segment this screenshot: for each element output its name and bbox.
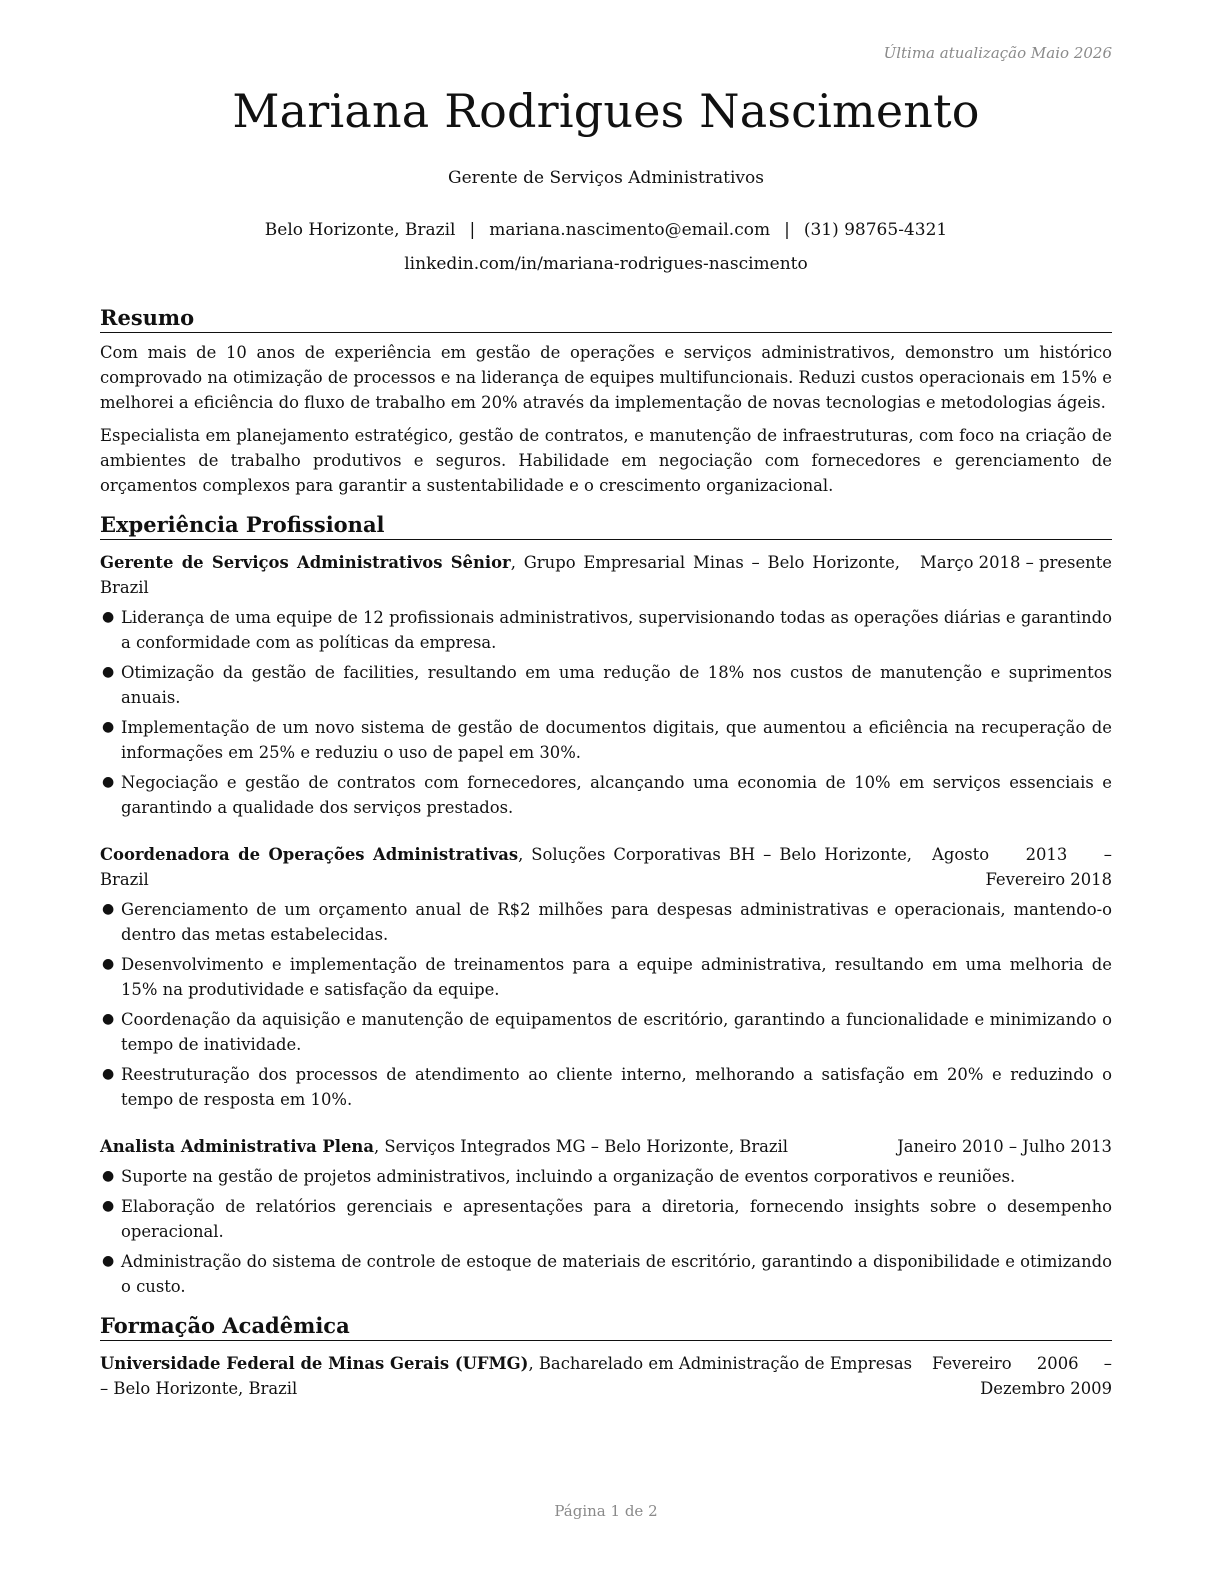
job-entry bbox=[100, 550, 1112, 820]
education-entry bbox=[100, 1351, 1112, 1401]
list-item: ● Suporte na gestão de projetos administrativos, incluindo a organização de eventos corporativos e reuniões. bbox=[100, 1164, 1112, 1189]
list-item: ● Liderança de uma equipe de 12 profissionais administrativos, supervisionando todas as operações diárias e garantindo a conformidade com as políticas da empresa. bbox=[100, 605, 1112, 655]
candidate-title: Gerente de Serviços Administrativos bbox=[448, 168, 764, 188]
bullet-icon: ● bbox=[102, 719, 115, 735]
job-role: Analista Administrativa Plena bbox=[100, 1137, 374, 1156]
list-item: ● Implementação de um novo sistema de gestão de documentos digitais, que aumentou a eficiência na recuperação de informações em 25% e reduziu o uso de papel em 30%. bbox=[100, 715, 1112, 765]
job-company: , Serviços Integrados MG – Belo Horizonte, Brazil bbox=[373, 1137, 789, 1156]
job-header bbox=[100, 1134, 1112, 1159]
list-item: ● Reestruturação dos processos de atendimento ao cliente interno, melhorando a satisfação em 20% e reduzindo o tempo de resposta em 10%. bbox=[100, 1062, 1112, 1112]
summary-paragraph: Especialista em planejamento estratégico, gestão de contratos, e manutenção de infraestruturas, com foco na criação de ambientes de trabalho produtivos e seguros. Habilidade em negociação com fornecedores e gerenciamento de orçamentos complexos para garantir a sustentabilidade e o crescimento organizacional. bbox=[100, 426, 1112, 495]
bullet-icon: ● bbox=[102, 1168, 115, 1184]
job-dates: Janeiro 2010 – Julho 2013 bbox=[897, 1137, 1112, 1156]
linkedin-link[interactable]: linkedin.com/in/mariana-rodrigues-nascimento bbox=[404, 254, 808, 274]
section-title-education: Formação Acadêmica bbox=[100, 1313, 1112, 1341]
list-item: ● Negociação e gestão de contratos com fornecedores, alcançando uma economia de 10% em serviços essenciais e garantindo a qualidade dos serviços prestados. bbox=[100, 770, 1112, 820]
job-header bbox=[100, 842, 1112, 892]
location: Belo Horizonte, Brazil bbox=[264, 220, 456, 240]
resume-content bbox=[100, 305, 1112, 1401]
bullet-icon: ● bbox=[102, 774, 115, 790]
list-item: ● Desenvolvimento e implementação de treinamentos para a equipe administrativa, resultando em uma melhoria de 15% na produtividade e satisfação da equipe. bbox=[100, 952, 1112, 1002]
bullet-icon: ● bbox=[102, 1253, 115, 1269]
education-dates: Fevereiro 2006 – Dezembro 2009 bbox=[932, 1354, 1112, 1398]
section-title-summary: Resumo bbox=[100, 305, 1112, 333]
job-dates: Agosto 2013 – Fevereiro 2018 bbox=[932, 845, 1112, 889]
bullet-icon: ● bbox=[102, 1198, 115, 1214]
resume-page bbox=[100, 0, 1112, 1584]
education-detail: , Bacharelado em Administração de Empresas – Belo Horizonte, Brazil bbox=[100, 1354, 912, 1398]
job-company: , Grupo Empresarial Minas – Belo Horizonte, Brazil bbox=[100, 553, 901, 597]
bullet-icon: ● bbox=[102, 956, 115, 972]
email[interactable]: mariana.nascimento@email.com bbox=[489, 220, 771, 240]
list-item: ● Elaboração de relatórios gerenciais e apresentações para a diretoria, fornecendo insights sobre o desempenho operacional. bbox=[100, 1194, 1112, 1244]
education-school: Universidade Federal de Minas Gerais (UFMG) bbox=[100, 1354, 529, 1373]
summary-paragraph: Com mais de 10 anos de experiência em gestão de operações e serviços administrativos, demonstro um histórico comprovado na otimização de processos e na liderança de equipes multifuncionais. Reduzi custos operacionais em 15% e melhorei a eficiência do fluxo de trabalho em 20% através da implementação de novas tecnologias e metodologias ágeis. bbox=[100, 343, 1112, 412]
list-item: ● Gerenciamento de um orçamento anual de R$2 milhões para despesas administrativas e operacionais, mantendo-o dentro das metas estabelecidas. bbox=[100, 897, 1112, 947]
candidate-name: Mariana Rodrigues Nascimento bbox=[232, 84, 980, 138]
section-title-experience: Experiência Profissional bbox=[100, 512, 1112, 540]
bullet-icon: ● bbox=[102, 1066, 115, 1082]
job-dates: Março 2018 – presente bbox=[920, 553, 1112, 572]
list-item: ● Coordenação da aquisição e manutenção de equipamentos de escritório, garantindo a funcionalidade e minimizando o tempo de inatividade. bbox=[100, 1007, 1112, 1057]
bullet-icon: ● bbox=[102, 609, 115, 625]
job-header bbox=[100, 550, 1112, 600]
list-item: ● Administração do sistema de controle de estoque de materiais de escritório, garantindo a disponibilidade e otimizando o custo. bbox=[100, 1249, 1112, 1299]
job-bullets bbox=[100, 605, 1112, 820]
job-entry bbox=[100, 1134, 1112, 1299]
separator: | bbox=[784, 220, 790, 240]
job-role: Coordenadora de Operações Administrativas bbox=[100, 845, 519, 864]
page-number: Página 1 de 2 bbox=[554, 1502, 658, 1520]
bullet-icon: ● bbox=[102, 1011, 115, 1027]
last-updated: Última atualização Maio 2026 bbox=[883, 44, 1112, 62]
phone: (31) 98765-4321 bbox=[803, 220, 948, 240]
job-company: , Soluções Corporativas BH – Belo Horizonte, Brazil bbox=[100, 845, 912, 889]
contact-line bbox=[100, 220, 1112, 240]
job-role: Gerente de Serviços Administrativos Sênior bbox=[100, 553, 511, 572]
list-item: ● Otimização da gestão de facilities, resultando em uma redução de 18% nos custos de manutenção e suprimentos anuais. bbox=[100, 660, 1112, 710]
separator: | bbox=[469, 220, 476, 240]
bullet-icon: ● bbox=[102, 664, 115, 680]
bullet-icon: ● bbox=[102, 901, 115, 917]
job-entry bbox=[100, 842, 1112, 1112]
job-bullets bbox=[100, 897, 1112, 1112]
job-bullets bbox=[100, 1164, 1112, 1299]
education-header bbox=[100, 1351, 1112, 1401]
